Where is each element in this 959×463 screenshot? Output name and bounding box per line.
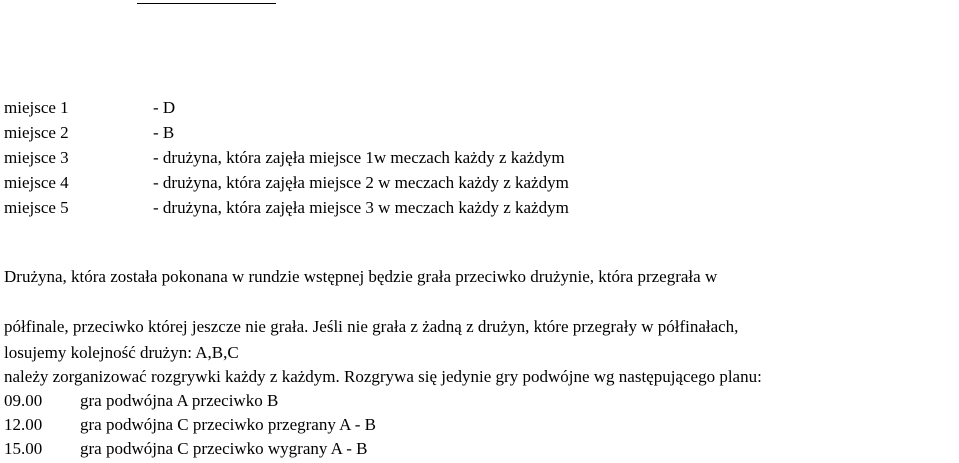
place-row-1 [4, 95, 569, 120]
schedule-row [4, 413, 376, 437]
schedule-row [4, 389, 376, 413]
place-label: miejsce 5 [4, 198, 69, 217]
rules-paragraph [4, 239, 959, 414]
place-value: - D [153, 98, 176, 117]
schedule-row [4, 437, 376, 461]
schedule-time: 09.00 [4, 391, 43, 410]
place-value: - drużyna, która zajęła miejsce 2 w meczach każdy z każdym [153, 173, 569, 192]
schedule-time: 12.00 [4, 415, 43, 434]
place-label: miejsce 2 [4, 123, 69, 142]
place-row-4 [4, 170, 569, 195]
place-row-2 [4, 120, 569, 145]
match-schedule [4, 389, 376, 461]
place-value: - drużyna, która zajęła miejsce 3 w meczach każdy z każdym [153, 198, 569, 217]
paragraph-line: należy zorganizować rozgrywki każdy z każdym. Rozgrywa się jedynie gry podwójne wg następującego planu: [4, 367, 762, 386]
top-rule [137, 3, 276, 4]
place-row-3 [4, 145, 569, 170]
draw-order-text: losujemy kolejność drużyn: A,B,C [4, 343, 239, 362]
place-label: miejsce 3 [4, 148, 69, 167]
schedule-time: 15.00 [4, 439, 43, 458]
place-label: miejsce 1 [4, 98, 69, 117]
schedule-match: gra podwójna A przeciwko B [80, 391, 279, 410]
paragraph-line: półfinale, przeciwko której jeszcze nie grała. Jeśli nie grała z żadną z drużyn, które przegrały w półfinałach, [4, 317, 739, 336]
schedule-match: gra podwójna C przeciwko wygrany A - B [80, 439, 368, 458]
schedule-match: gra podwójna C przeciwko przegrany A - B [80, 415, 376, 434]
place-label: miejsce 4 [4, 173, 69, 192]
place-value: - B [153, 123, 175, 142]
places-list [4, 95, 569, 220]
place-row-5 [4, 195, 569, 220]
place-value: - drużyna, która zajęła miejsce 1w meczach każdy z każdym [153, 148, 565, 167]
paragraph-line: Drużyna, która została pokonana w rundzie wstępnej będzie grała przeciwko drużynie, która przegrała w [4, 267, 718, 286]
